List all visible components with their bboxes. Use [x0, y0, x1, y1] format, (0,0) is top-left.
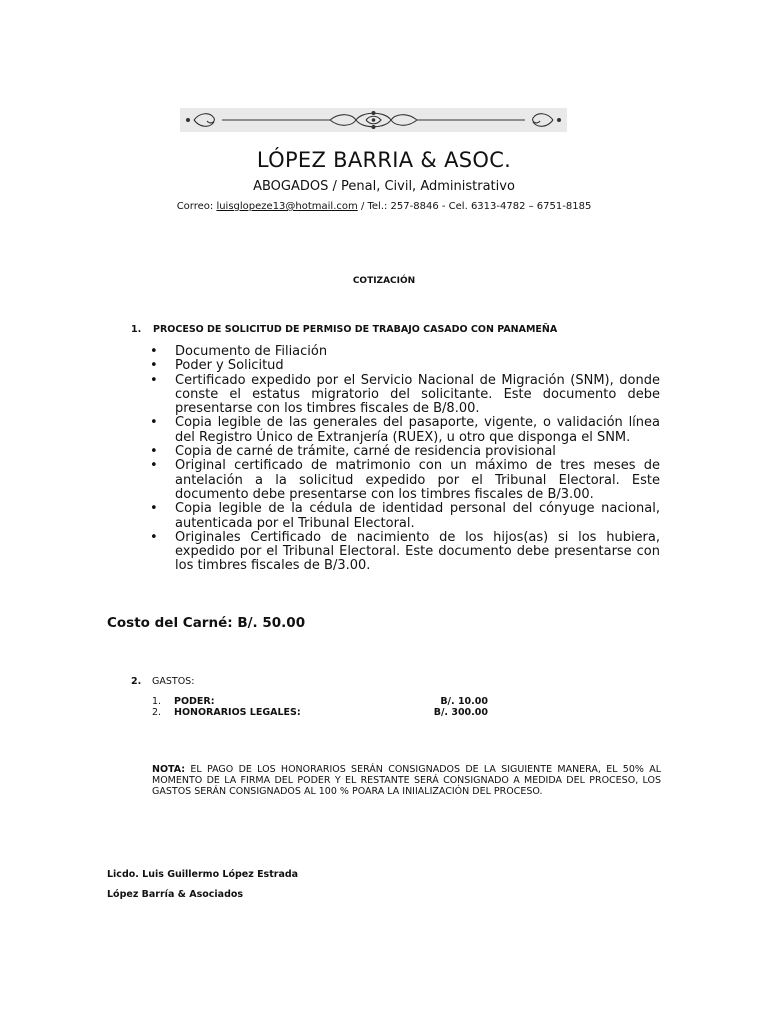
list-item — [150, 374, 660, 417]
email-label: Correo: — [176, 201, 217, 212]
phone-numbers: / Tel.: 257-8846 - Cel. 6313-4782 – 6751-8185 — [357, 201, 592, 212]
fee-label: PODER: — [174, 696, 215, 707]
list-item — [150, 416, 660, 445]
bullet-icon: • — [150, 529, 158, 545]
list-item — [150, 345, 660, 359]
fee-row — [152, 707, 512, 718]
section2-heading — [131, 676, 194, 687]
contact-line — [0, 201, 768, 212]
payment-note — [152, 764, 661, 797]
section2-title: GASTOS: — [152, 676, 195, 687]
firm-subtitle: ABOGADOS / Penal, Civil, Administrativo — [253, 179, 515, 194]
bullet-icon: • — [150, 444, 158, 460]
section1-number: 1. — [131, 324, 142, 335]
bullet-icon: • — [150, 458, 158, 474]
list-item-text: Poder y Solicitud — [175, 358, 284, 374]
fee-label: HONORARIOS LEGALES: — [174, 707, 301, 718]
list-item-text: Copia legible de la cédula de identidad personal del cónyuge nacional, autenticada por el Tribunal Electoral. — [175, 501, 660, 531]
section2-number: 2. — [131, 676, 142, 687]
list-item-text: Copia de carné de trámite, carné de residencia provisional — [175, 444, 556, 460]
fees-list — [152, 696, 512, 718]
signatory-name: Licdo. Luis Guillermo López Estrada — [107, 869, 299, 880]
fee-row — [152, 696, 512, 707]
section1-heading — [131, 324, 557, 335]
signatory-firm: López Barría & Asociados — [107, 889, 244, 900]
bullet-icon: • — [150, 358, 158, 374]
email-link[interactable]: luisglopeze13@hotmail.com — [216, 201, 358, 212]
list-item-text: Certificado expedido por el Servicio Nacional de Migración (SNM), donde conste el estatus migratorio del solicitante. Este documento debe presentarse con los timbres fiscales de B/8.00. — [175, 372, 660, 417]
bullet-icon: • — [150, 415, 158, 431]
list-item — [150, 459, 660, 502]
bullet-icon: • — [150, 344, 158, 359]
note-text: EL PAGO DE LOS HONORARIOS SERÁN CONSIGNADOS DE LA SIGUIENTE MANERA, EL 50% AL MOMENTO DE LA FIRMA DEL PODER Y EL RESTANTE SERÁ CONSIGNADO A MEDIDA DEL PROCESO, LOS GASTOS SERÁN CONSIGNADOS AL 100 % POARA LA INIIALIZACIÓN DEL PROCESO. — [152, 764, 661, 797]
firm-name: LÓPEZ BARRIA & ASOC. — [256, 148, 512, 172]
fee-amount: B/. 300.00 — [433, 707, 488, 718]
list-item — [150, 531, 660, 574]
list-item-text: Originales Certificado de nacimiento de los hijos(as) si los hubiera, expedido por el Tribunal Electoral. Este documento debe presentarse con los timbres fiscales de B/3.00. — [175, 529, 660, 574]
bullet-icon: • — [150, 372, 158, 388]
list-item-text: Original certificado de matrimonio con un máximo de tres meses de antelación a la solicitud expedido por el Tribunal Electoral. Este documento debe presentarse con los timbres fiscales de B/3.00. — [175, 458, 660, 502]
section1-title: PROCESO DE SOLICITUD DE PERMISO DE TRABAJO CASADO CON PANAMEÑA — [153, 324, 558, 335]
fee-amount: B/. 10.00 — [440, 696, 488, 707]
list-item — [150, 445, 660, 459]
requirements-list — [150, 345, 660, 574]
list-item-text: Documento de Filiación — [175, 344, 328, 359]
card-cost: Costo del Carné: B/. 50.00 — [107, 615, 306, 631]
note-label: NOTA: — [152, 764, 186, 775]
bullet-icon: • — [150, 501, 158, 517]
ornament-divider — [180, 108, 567, 132]
ornament-divider-icon — [180, 108, 567, 132]
list-item-text: Copia legible de las generales del pasaporte, vigente, o validación línea del Registro Único de Extranjería (RUEX), u otro que disponga el SNM. — [175, 415, 660, 445]
document-title: COTIZACIÓN — [352, 276, 416, 286]
fee-number: 1. — [152, 696, 162, 707]
list-item — [150, 359, 660, 373]
list-item — [150, 502, 660, 531]
fee-number: 2. — [152, 707, 162, 718]
